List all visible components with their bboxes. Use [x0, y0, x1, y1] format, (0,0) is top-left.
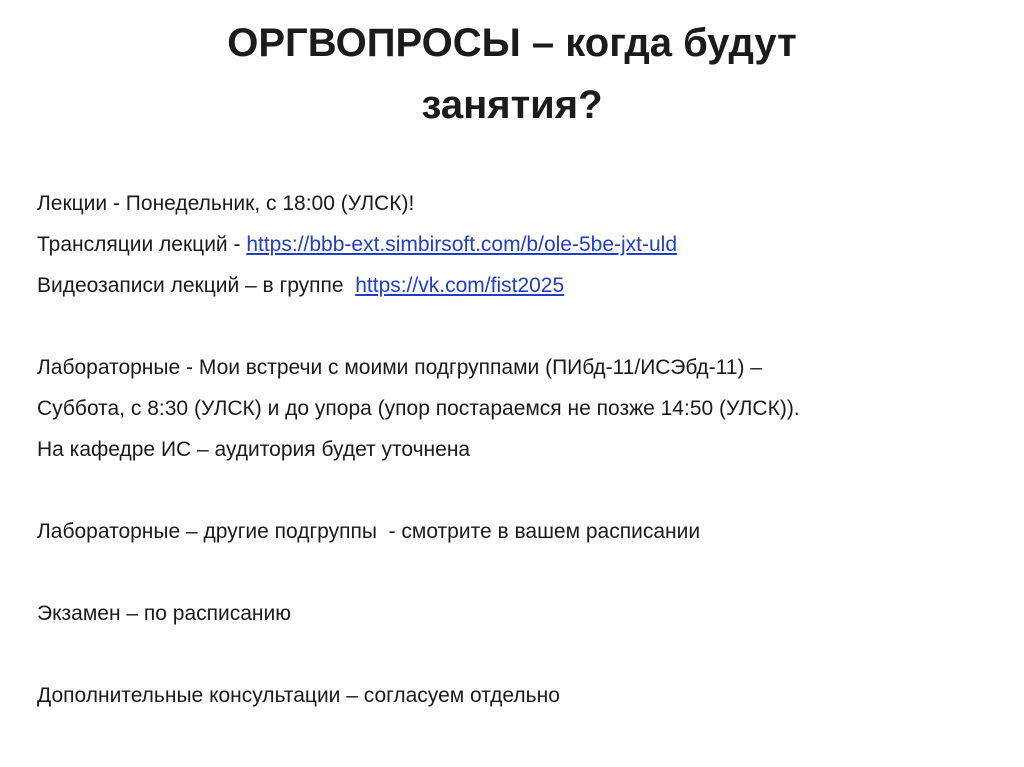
labs-schedule-line-3: На кафедре ИС – аудитория будет уточнена: [37, 438, 471, 461]
exam-info: Экзамен – по расписанию: [37, 602, 291, 625]
labs-schedule-line-2: Суббота, с 8:30 (УЛСК) и до упора (упор постараемся не позже 14:50 (УЛСК)).: [37, 397, 800, 420]
recordings-line: [37, 265, 997, 306]
broadcast-label: Трансляции лекций -: [37, 233, 247, 256]
broadcast-link[interactable]: https://bbb-ext.simbirsoft.com/b/ole-5be-jxt-uld: [246, 233, 678, 256]
spacer: [37, 634, 997, 675]
slide-title-line-2: занятия?: [421, 83, 603, 127]
broadcast-line: [37, 224, 997, 265]
slide-body: [37, 183, 997, 716]
consultations-info: Дополнительные консультации – согласуем отдельно: [37, 684, 560, 707]
slide-title: [0, 12, 1024, 136]
spacer: [37, 306, 997, 347]
labs-schedule-line-1: Лабораторные - Мои встречи с моими подгруппами (ПИбд-11/ИСЭбд-11) –: [37, 356, 762, 379]
lectures-schedule: Лекции - Понедельник, с 18:00 (УЛСК)!: [37, 192, 415, 215]
other-labs-info: Лабораторные – другие подгруппы - смотрите в вашем расписании: [37, 520, 701, 543]
slide-title-line-1: ОРГВОПРОСЫ – когда будут: [227, 21, 797, 65]
spacer: [37, 470, 997, 511]
recordings-label: Видеозаписи лекций – в группе: [37, 274, 356, 297]
recordings-link[interactable]: https://vk.com/fist2025: [355, 274, 565, 297]
spacer: [37, 552, 997, 593]
